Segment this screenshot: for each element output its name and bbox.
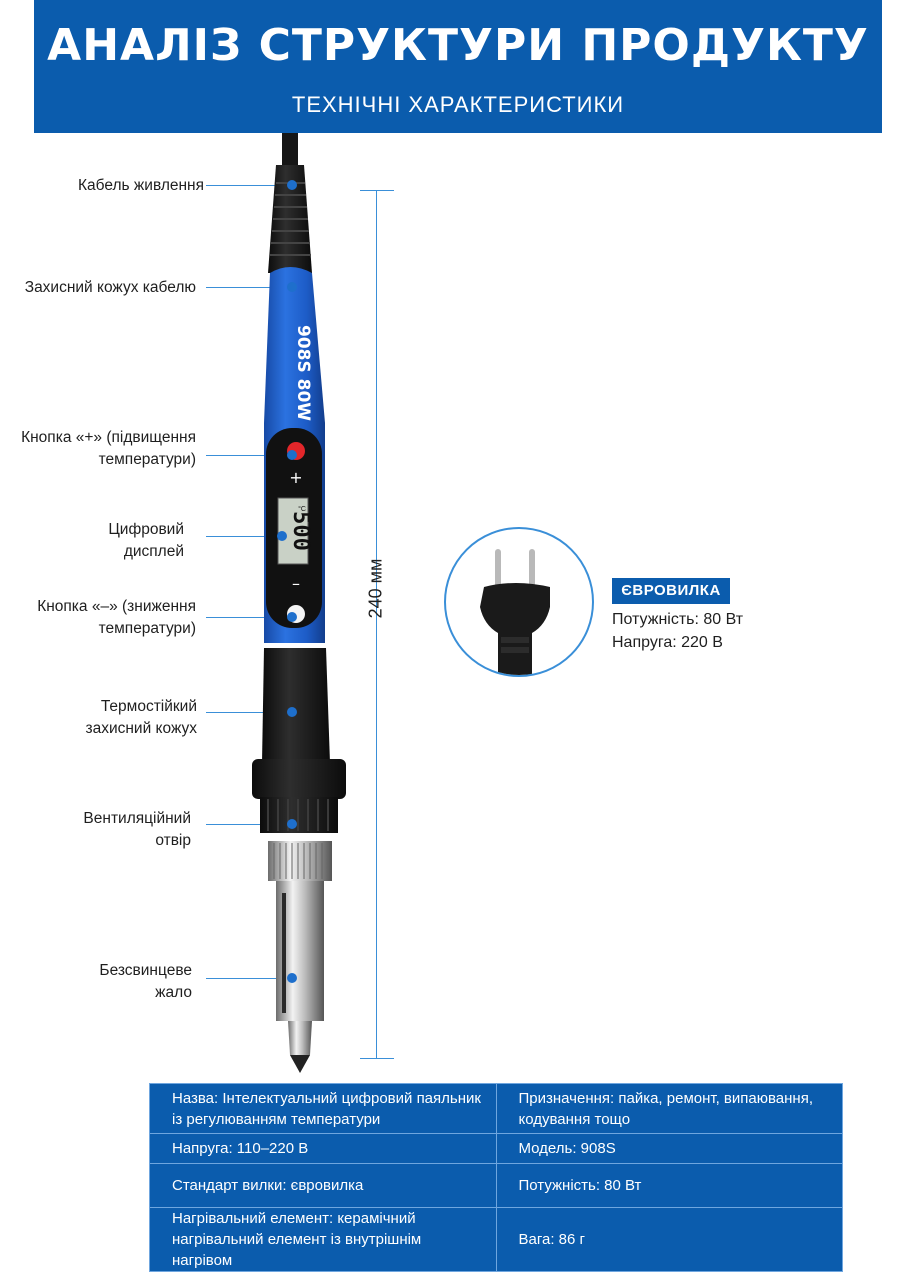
euro-plug-image bbox=[444, 527, 594, 677]
callout-digital-display: Цифровий дисплей bbox=[108, 521, 184, 560]
marker-dot bbox=[287, 180, 297, 190]
callout-power-cable: Кабель живлення bbox=[78, 177, 204, 194]
svg-text:–: – bbox=[292, 574, 300, 593]
callout-plus-button: Кнопка «+» (підвищення температури) bbox=[21, 429, 196, 468]
marker-dot bbox=[277, 531, 287, 541]
dimension-tick-bottom bbox=[360, 1058, 394, 1059]
spec-voltage: Напруга: 110–220 В bbox=[150, 1134, 497, 1164]
spec-heating-element: Нагрівальний елемент: керамічний нагрівальний елемент із внутрішнім нагрівом bbox=[150, 1208, 497, 1272]
marker-dot bbox=[287, 973, 297, 983]
table-row bbox=[150, 1208, 843, 1272]
svg-text:+: + bbox=[289, 468, 303, 487]
page-title: АНАЛІЗ СТРУКТУРИ ПРОДУКТУ bbox=[47, 20, 869, 71]
table-row bbox=[150, 1084, 843, 1134]
marker-dot bbox=[287, 707, 297, 717]
dimension-tick-top bbox=[360, 190, 394, 191]
spec-weight: Вага: 86 г bbox=[496, 1208, 843, 1272]
table-row bbox=[150, 1134, 843, 1164]
callout-vent-hole: Вентиляційний отвір bbox=[83, 810, 191, 849]
callout-heat-guard: Термостійкий захисний кожух bbox=[85, 698, 197, 737]
callout-lead-free-tip: Безсвинцеве жало bbox=[99, 962, 192, 1001]
marker-dot bbox=[287, 612, 297, 622]
callout-cable-sleeve: Захисний кожух кабелю bbox=[24, 279, 196, 296]
spec-model: Модель: 908S bbox=[496, 1134, 843, 1164]
page-subtitle: ТЕХНІЧНІ ХАРАКТЕРИСТИКИ bbox=[291, 92, 625, 117]
plug-power: Потужність: 80 Вт bbox=[612, 611, 744, 628]
plug-voltage: Напруга: 220 В bbox=[612, 634, 723, 651]
spec-plug-standard: Стандарт вилки: євровилка bbox=[150, 1164, 497, 1208]
marker-dot bbox=[287, 282, 297, 292]
callout-minus-button: Кнопка «–» (зниження температури) bbox=[37, 598, 196, 637]
marker-dot bbox=[287, 450, 297, 460]
table-row bbox=[150, 1164, 843, 1208]
spec-purpose: Призначення: пайка, ремонт, випаювання, кодування тощо bbox=[496, 1084, 843, 1134]
soldering-iron-illustration bbox=[230, 133, 370, 1078]
svg-text:°C: °C bbox=[298, 506, 306, 513]
header-banner bbox=[34, 0, 882, 133]
spec-power: Потужність: 80 Вт bbox=[496, 1164, 843, 1208]
marker-dot bbox=[287, 819, 297, 829]
spec-name: Назва: Інтелектуальний цифровий паяльник із регулюванням температури bbox=[150, 1084, 497, 1134]
length-label: 240 мм bbox=[365, 558, 386, 619]
euro-plug-badge: ЄВРОВИЛКА bbox=[612, 578, 730, 604]
display-value: 500 bbox=[288, 511, 313, 551]
model-print: 908S 80W bbox=[293, 324, 313, 422]
spec-table bbox=[149, 1083, 843, 1272]
